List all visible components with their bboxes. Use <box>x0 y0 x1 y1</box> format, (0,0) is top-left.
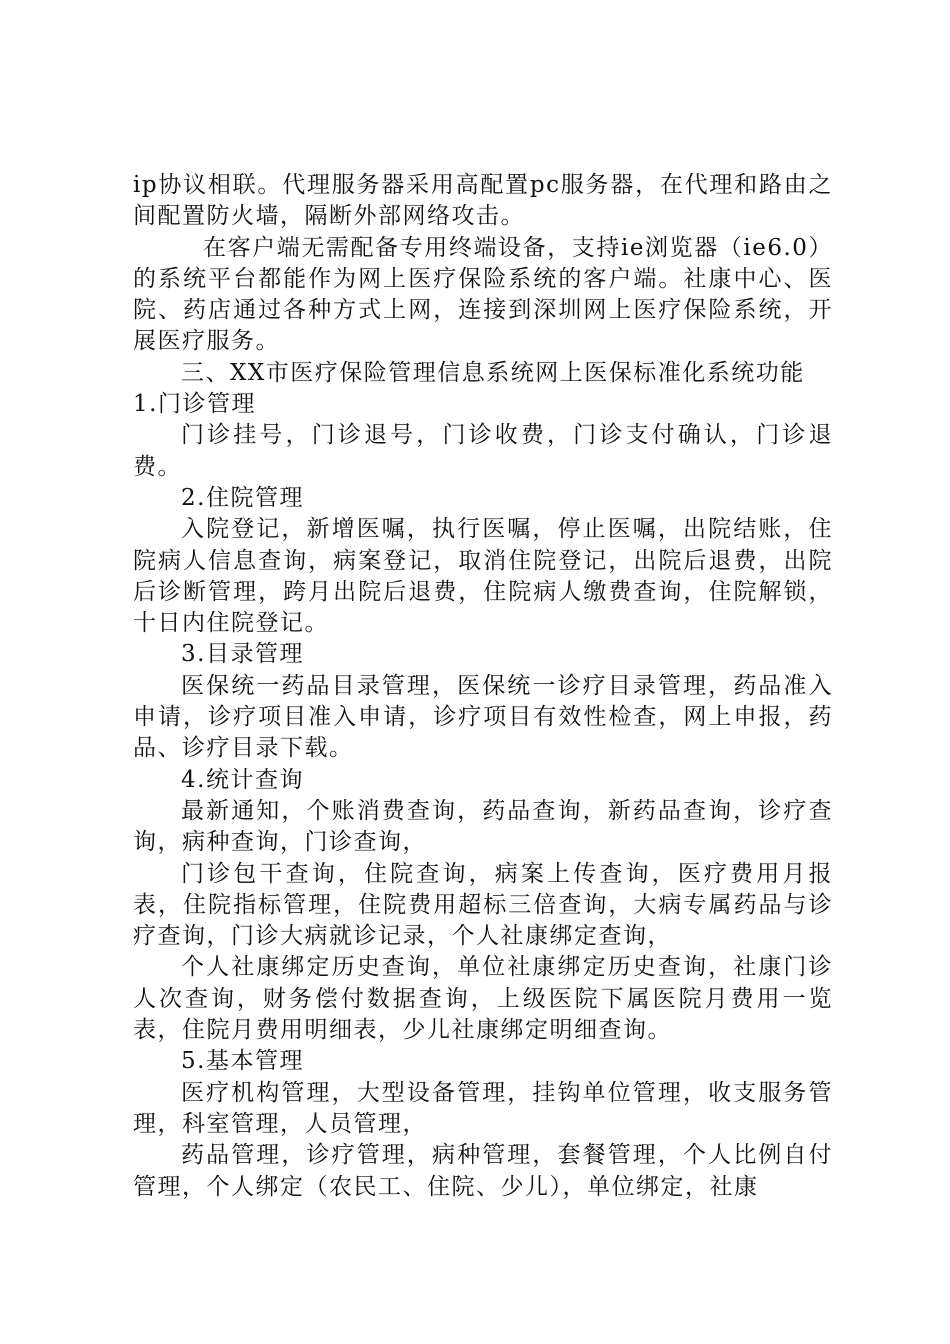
paragraph-client: 在客户端无需配备专用终端设备，支持ie浏览器（ie6.0）的系统平台都能作为网上医疗保险系统的客户端。社康中心、医院、药店通过各种方式上网，连接到深圳网上医疗保险系统，开展医疗服务。 <box>133 234 833 355</box>
paragraph-outpatient: 门诊挂号，门诊退号，门诊收费，门诊支付确认，门诊退费。 <box>133 422 833 480</box>
heading-inpatient: 2.住院管理 <box>181 484 304 511</box>
paragraph-inpatient: 入院登记，新增医嘱，执行医嘱，停止医嘱，出院结账，住院病人信息查询，病案登记，取消住院登记，出院后退费，出院后诊断管理，跨月出院后退费，住院病人缴费查询，住院解锁，十日内住院登记。 <box>133 516 833 637</box>
paragraph-proxy-config: ip协议相联。代理服务器采用高配置pc服务器，在代理和路由之间配置防火墙，隔断外部网络攻击。 <box>133 172 833 230</box>
heading-catalog: 3.目录管理 <box>181 641 304 668</box>
heading-statistics: 4.统计查询 <box>181 766 304 793</box>
heading-outpatient: 1.门诊管理 <box>133 391 256 418</box>
paragraph-basic-management-2: 药品管理，诊疗管理，病种管理，套餐管理，个人比例自付管理，个人绑定（农民工、住院、少儿），单位绑定，社康 <box>133 1142 833 1200</box>
section-heading-functions: 三、XX市医疗保险管理信息系统网上医保标准化系统功能 <box>181 359 805 386</box>
document-page <box>133 170 833 1203</box>
heading-basic-management: 5.基本管理 <box>181 1048 304 1075</box>
paragraph-basic-management-1: 医疗机构管理，大型设备管理，挂钩单位管理，收支服务管理，科室管理，人员管理， <box>133 1079 833 1137</box>
paragraph-statistics-1: 最新通知，个账消费查询，药品查询，新药品查询，诊疗查询，病种查询，门诊查询， <box>133 797 833 856</box>
paragraph-statistics-3: 个人社康绑定历史查询，单位社康绑定历史查询，社康门诊人次查询，财务偿付数据查询，上级医院下属医院月费用一览表，住院月费用明细表，少儿社康绑定明细查询。 <box>133 954 833 1044</box>
paragraph-statistics-2: 门诊包干查询，住院查询，病案上传查询，医疗费用月报表，住院指标管理，住院费用超标三倍查询，大病专属药品与诊疗查询，门诊大病就诊记录，个人社康绑定查询， <box>133 860 833 950</box>
paragraph-catalog: 医保统一药品目录管理，医保统一诊疗目录管理，药品准入申请，诊疗项目准入申请，诊疗项目有效性检查，网上申报，药品、诊疗目录下载。 <box>133 672 833 762</box>
